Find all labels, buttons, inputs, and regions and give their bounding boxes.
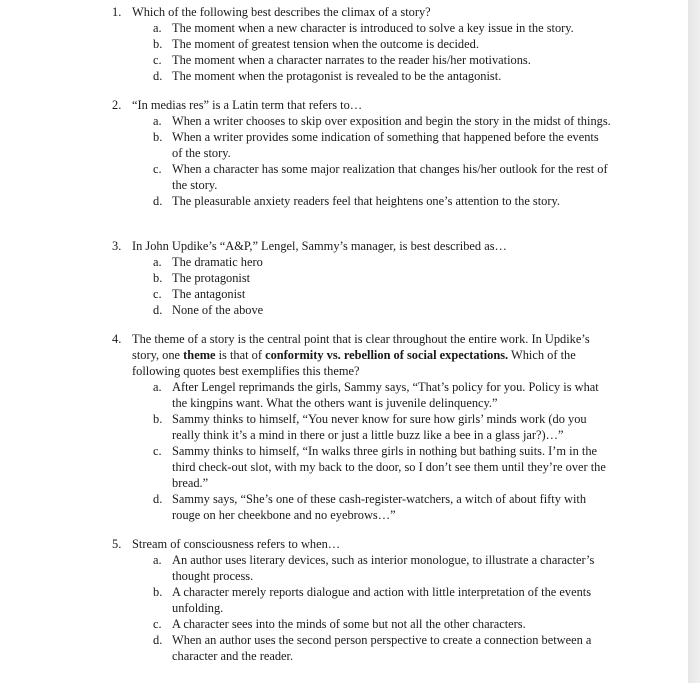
- stem-text: is that of: [215, 348, 266, 362]
- option-letter: a.: [153, 21, 162, 35]
- option-a: [112, 254, 612, 270]
- option-d: [112, 68, 612, 84]
- option-list: [112, 20, 612, 84]
- option-letter: c.: [153, 444, 162, 458]
- option-c: [112, 161, 612, 193]
- option-letter: b.: [153, 37, 163, 51]
- question-stem: Stream of consciousness refers to when…: [132, 537, 341, 551]
- option-d: [112, 302, 612, 318]
- question-number: 3.: [112, 239, 122, 253]
- question-number: 4.: [112, 332, 122, 346]
- question-stem: Which of the following best describes the climax of a story?: [132, 5, 431, 19]
- option-text: An author uses literary devices, such as interior monologue, to illustrate a character’s thought process.: [172, 553, 595, 583]
- option-list: [112, 254, 612, 318]
- option-text: The moment when a character narrates to the reader his/her motivations.: [172, 53, 531, 67]
- option-list: [112, 113, 612, 209]
- option-a: [112, 113, 612, 129]
- option-d: [112, 193, 612, 209]
- option-d: [112, 491, 612, 523]
- option-letter: a.: [153, 114, 162, 128]
- option-text: The moment of greatest tension when the outcome is decided.: [172, 37, 479, 51]
- option-text: A character merely reports dialogue and action with little interpretation of the events unfolding.: [172, 585, 592, 615]
- option-b: [112, 129, 612, 161]
- option-letter: c.: [153, 162, 162, 176]
- option-letter: c.: [153, 287, 162, 301]
- theme-word: theme: [183, 348, 216, 362]
- option-c: [112, 616, 612, 632]
- option-text: Sammy thinks to himself, “In walks three girls in nothing but bathing suits. I’m in the third check-out slot, with my back to the door, so I don’t see them until they’re over the bread.”: [172, 444, 606, 490]
- option-text: When a character has some major realization that changes his/her outlook for the rest of the story.: [172, 162, 608, 192]
- option-text: When an author uses the second person perspective to create a connection between a character and the reader.: [172, 633, 592, 663]
- option-text: When a writer chooses to skip over exposition and begin the story in the midst of things.: [172, 114, 611, 128]
- option-text: The moment when the protagonist is revealed to be the antagonist.: [172, 69, 502, 83]
- option-text: The dramatic hero: [172, 255, 263, 269]
- option-text: The moment when a new character is introduced to solve a key issue in the story.: [172, 21, 574, 35]
- option-text: Sammy thinks to himself, “You never know for sure how girls’ minds work (do you really think it’s a mind in there or just a little buzz like a bee in a glass jar?)…”: [172, 412, 587, 442]
- option-b: [112, 270, 612, 286]
- option-letter: b.: [153, 585, 163, 599]
- option-text: After Lengel reprimands the girls, Sammy says, “That’s policy for you. Policy is what the kingpins want. What the others want is juvenile delinquency.”: [172, 380, 599, 410]
- option-letter: d.: [153, 69, 163, 83]
- option-letter: d.: [153, 194, 163, 208]
- option-text: When a writer provides some indication of something that happened before the events of the story.: [172, 130, 599, 160]
- option-a: [112, 552, 612, 584]
- question-number: 5.: [112, 537, 122, 551]
- question-2: [112, 97, 612, 209]
- option-letter: c.: [153, 53, 162, 67]
- option-text: The antagonist: [172, 287, 246, 301]
- question-stem: “In medias res” is a Latin term that refers to…: [132, 98, 363, 112]
- option-list: [112, 552, 612, 664]
- option-c: [112, 286, 612, 302]
- option-b: [112, 411, 612, 443]
- option-a: [112, 20, 612, 36]
- stem-text: Which of the following quotes best exemplifies this theme?: [132, 348, 576, 378]
- option-letter: d.: [153, 492, 163, 506]
- option-letter: b.: [153, 412, 163, 426]
- option-c: [112, 52, 612, 68]
- question-5: [112, 536, 612, 664]
- option-letter: b.: [153, 271, 163, 285]
- question-1: [112, 4, 612, 84]
- option-text: A character sees into the minds of some but not all the other characters.: [172, 617, 526, 631]
- option-d: [112, 632, 612, 664]
- option-letter: a.: [153, 380, 162, 394]
- option-text: The protagonist: [172, 271, 251, 285]
- option-letter: d.: [153, 633, 163, 647]
- option-letter: b.: [153, 130, 163, 144]
- option-a: [112, 379, 612, 411]
- option-letter: d.: [153, 303, 163, 317]
- theme-phrase: conformity vs. rebellion of social expectations.: [265, 348, 509, 362]
- option-text: Sammy says, “She’s one of these cash-register-watchers, a witch of about fifty with rouge on her cheekbone and no eyebrows…”: [172, 492, 587, 522]
- option-text: The pleasurable anxiety readers feel that heightens one’s attention to the story.: [172, 194, 560, 208]
- question-number: 1.: [112, 5, 122, 19]
- question-stem: In John Updike’s “A&P,” Lengel, Sammy’s manager, is best described as…: [132, 239, 507, 253]
- option-list: [112, 379, 612, 523]
- option-letter: a.: [153, 255, 162, 269]
- page-edge: [688, 0, 700, 683]
- option-c: [112, 443, 612, 491]
- question-4: [112, 331, 612, 523]
- option-letter: a.: [153, 553, 162, 567]
- question-number: 2.: [112, 98, 122, 112]
- option-text: None of the above: [172, 303, 264, 317]
- option-b: [112, 36, 612, 52]
- option-b: [112, 584, 612, 616]
- stem-text: The theme of a story is the central point that is clear throughout the entire work. In Updike’s story, one: [132, 332, 590, 362]
- question-3: [112, 238, 612, 318]
- option-letter: c.: [153, 617, 162, 631]
- question-stem: [132, 331, 612, 379]
